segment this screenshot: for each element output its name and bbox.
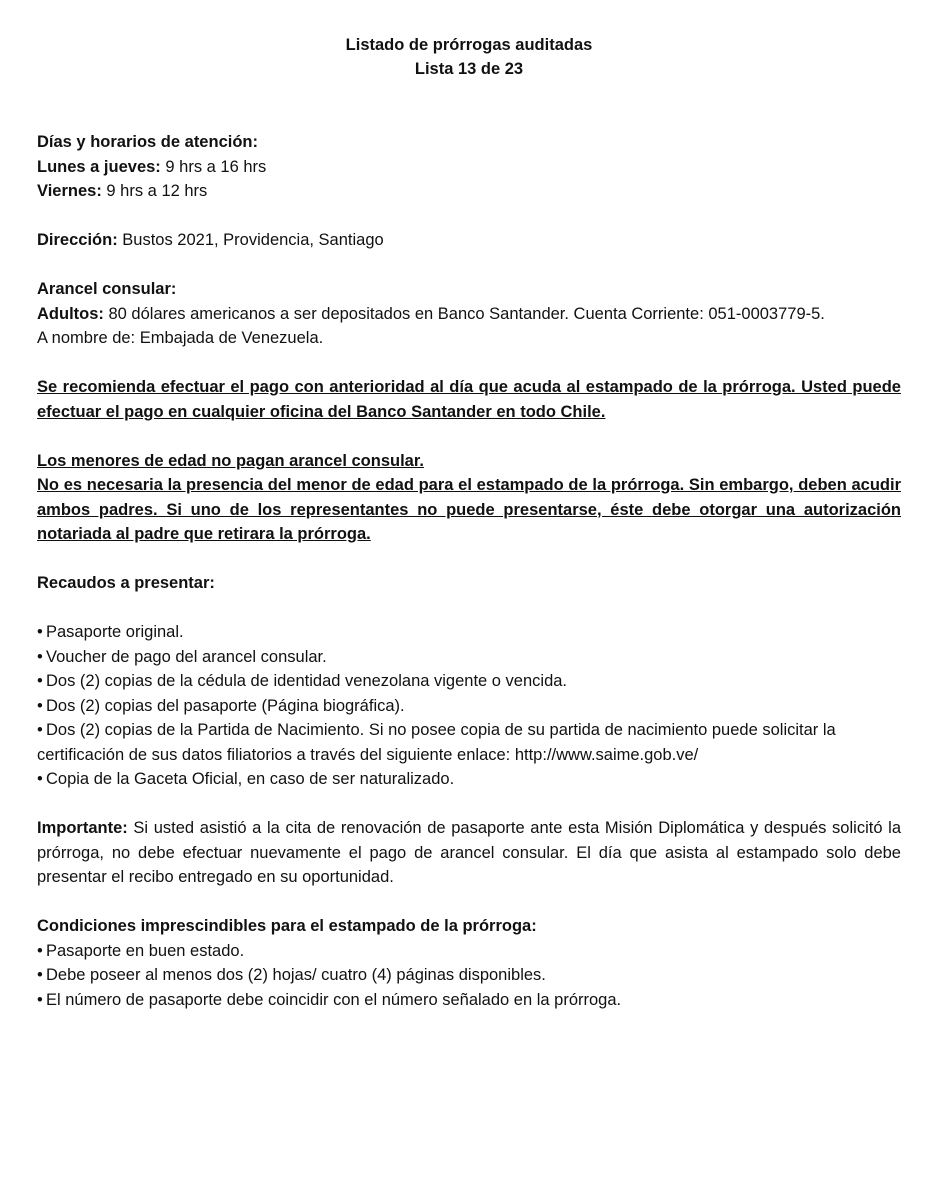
adults-label: Adultos: <box>37 304 104 323</box>
payment-notice-section <box>37 375 901 424</box>
list-item-text: Pasaporte original. <box>46 623 184 641</box>
list-item <box>37 645 901 670</box>
bullet-icon: • <box>37 966 43 984</box>
list-item <box>37 767 901 792</box>
important-text: Si usted asistió a la cita de renovación de pasaporte ante esta Misión Diplomática y después solicitó la prórroga, no debe efectuar nuevamente el pago de arancel consular. El día que asista al estampado solo debe presentar el recibo entregado en su oportunidad. <box>37 819 901 886</box>
friday-label: Viernes: <box>37 182 102 200</box>
conditions-heading: Condiciones imprescindibles para el estampado de la prórroga: <box>37 917 537 935</box>
bullet-icon: • <box>37 672 43 690</box>
fee-section <box>37 277 901 351</box>
important-label: Importante: <box>37 819 128 837</box>
document-subtitle: Lista 13 de 23 <box>414 60 524 78</box>
list-item <box>37 718 901 767</box>
bullet-icon: • <box>37 990 43 1009</box>
bullet-icon: • <box>37 647 43 666</box>
list-item-text: Dos (2) copias de la Partida de Nacimiento. Si no posee copia de su partida de nacimiento puede solicitar la certificación de sus datos filiatorios a través del siguiente enlace: http://www.saime.gob.ve/ <box>37 721 836 764</box>
fee-heading: Arancel consular: <box>37 280 177 298</box>
address-label: Dirección: <box>37 231 118 249</box>
schedule-weekdays <box>37 155 901 180</box>
minors-notice-line2: No es necesaria la presencia del menor de edad para el estampado de la prórroga. Sin embargo, deben acudir ambos padres. Si uno de los representantes no puede presentarse, éste debe otorgar una autorización notariada al padre que retirara la prórroga. <box>37 476 901 543</box>
address-value: Bustos 2021, Providencia, Santiago <box>117 231 384 249</box>
bullet-icon: • <box>37 696 43 715</box>
bullet-icon: • <box>37 721 43 739</box>
list-item <box>37 988 901 1013</box>
weekdays-value: 9 hrs a 16 hrs <box>160 157 267 176</box>
payment-notice: Se recomienda efectuar el pago con anterioridad al día que acuda al estampado de la prórroga. Usted puede efectuar el pago en cualquier oficina del Banco Santander en todo Chile. <box>37 378 901 421</box>
bullet-icon: • <box>37 941 43 960</box>
list-item-text: El número de pasaporte debe coincidir con el número señalado en la prórroga. <box>46 990 622 1009</box>
list-item-text: Dos (2) copias del pasaporte (Página biográfica). <box>46 696 405 715</box>
important-note <box>37 816 901 890</box>
document-header <box>37 33 901 81</box>
address-section <box>37 228 901 253</box>
fee-adults <box>37 302 901 327</box>
list-item <box>37 620 901 645</box>
document-page <box>37 33 901 1037</box>
conditions-list <box>37 939 901 1013</box>
list-item-text: Pasaporte en buen estado. <box>46 941 245 960</box>
list-item <box>37 669 901 694</box>
weekdays-label: Lunes a jueves: <box>37 157 161 176</box>
minors-notice-section <box>37 449 901 547</box>
address-line <box>37 228 901 253</box>
adults-value: 80 dólares americanos a ser depositados en Banco Santander. Cuenta Corriente: 051-0003779-5. <box>103 304 825 323</box>
schedule-friday <box>37 179 901 204</box>
document-title: Listado de prórrogas auditadas <box>345 36 593 54</box>
requirements-list <box>37 620 901 792</box>
requirements-heading: Recaudos a presentar: <box>37 574 215 592</box>
list-item-text: Debe poseer al menos dos (2) hojas/ cuatro (4) páginas disponibles. <box>46 966 546 984</box>
conditions-section <box>37 914 901 1012</box>
friday-value: 9 hrs a 12 hrs <box>101 182 208 200</box>
minors-notice-line1: Los menores de edad no pagan arancel consular. <box>37 451 424 470</box>
list-item <box>37 963 901 988</box>
bullet-icon: • <box>37 623 43 641</box>
list-item-text: Copia de la Gaceta Oficial, en caso de ser naturalizado. <box>46 770 455 788</box>
list-item-text: Dos (2) copias de la cédula de identidad venezolana vigente o vencida. <box>46 672 568 690</box>
bullet-icon: • <box>37 770 43 788</box>
list-item <box>37 939 901 964</box>
schedule-section <box>37 130 901 204</box>
list-item <box>37 694 901 719</box>
requirements-section <box>37 571 901 792</box>
fee-account-name: A nombre de: Embajada de Venezuela. <box>37 329 324 347</box>
schedule-heading: Días y horarios de atención: <box>37 133 258 151</box>
important-section <box>37 816 901 890</box>
list-item-text: Voucher de pago del arancel consular. <box>46 647 327 666</box>
